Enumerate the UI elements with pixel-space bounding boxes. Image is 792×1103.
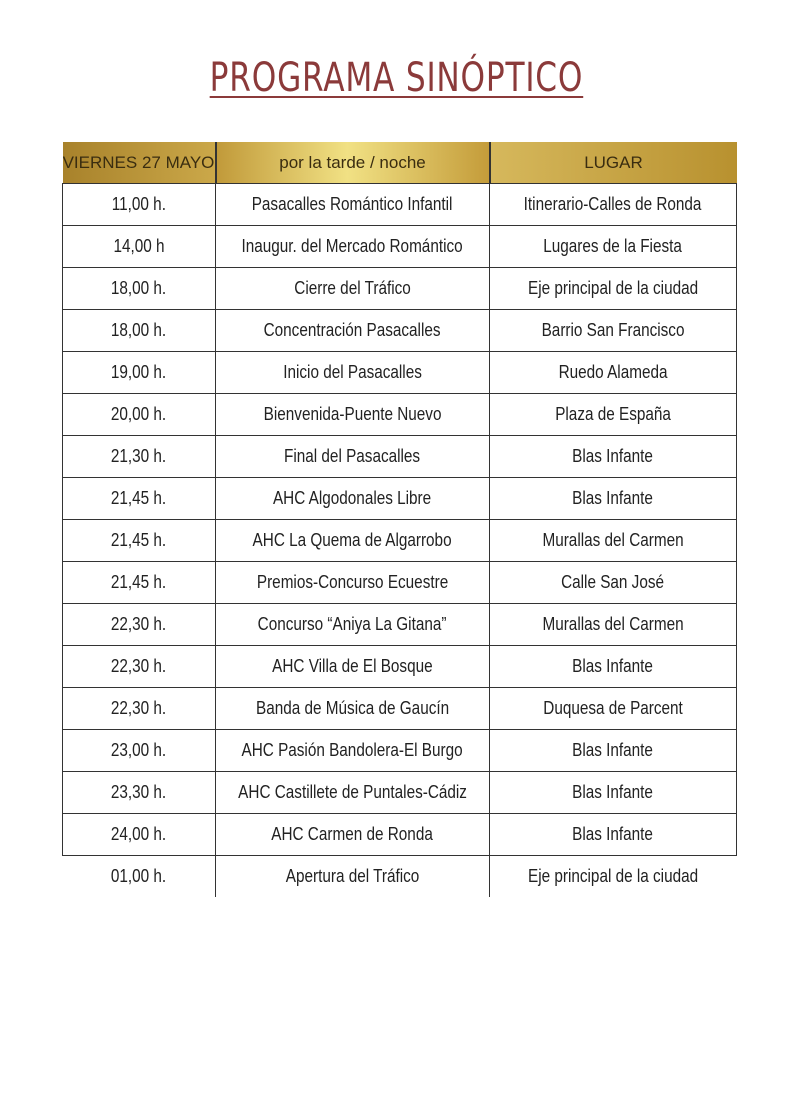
row-time xyxy=(63,394,216,436)
row-time xyxy=(63,184,216,226)
row-time xyxy=(63,856,216,898)
row-place-text: Plaza de España xyxy=(555,404,671,424)
row-event xyxy=(216,646,490,688)
row-place-text: Murallas del Carmen xyxy=(542,530,684,550)
header-row xyxy=(63,142,737,184)
row-time-text: 22,30 h. xyxy=(111,698,167,718)
header-date xyxy=(63,142,216,184)
row-time-text: 18,00 h. xyxy=(111,278,167,298)
row-time xyxy=(63,226,216,268)
row-time xyxy=(63,730,216,772)
row-time xyxy=(63,562,216,604)
row-time-text: 22,30 h. xyxy=(111,614,167,634)
row-event xyxy=(216,310,490,352)
header-period-label: por la tarde / noche xyxy=(279,152,426,172)
row-place xyxy=(490,730,737,772)
row-time xyxy=(63,604,216,646)
row-place-text: Ruedo Alameda xyxy=(558,362,668,382)
row-event xyxy=(216,394,490,436)
row-place xyxy=(490,352,737,394)
row-event-text: AHC Pasión Bandolera-El Burgo xyxy=(241,740,464,760)
schedule-table xyxy=(62,142,737,897)
table-row xyxy=(63,814,737,856)
header-place-label: LUGAR xyxy=(584,152,643,172)
row-time-text: 24,00 h. xyxy=(111,824,167,844)
row-time xyxy=(63,478,216,520)
row-time xyxy=(63,352,216,394)
row-place xyxy=(490,226,737,268)
row-event xyxy=(216,184,490,226)
row-place-text: Blas Infante xyxy=(572,488,654,508)
row-time xyxy=(63,520,216,562)
row-event-text: Premios-Concurso Ecuestre xyxy=(256,572,449,592)
row-event xyxy=(216,478,490,520)
row-event xyxy=(216,352,490,394)
row-event xyxy=(216,856,490,898)
row-time-text: 18,00 h. xyxy=(111,320,167,340)
row-event xyxy=(216,814,490,856)
row-place-text: Blas Infante xyxy=(572,656,654,676)
row-place xyxy=(490,562,737,604)
row-place xyxy=(490,268,737,310)
table-row xyxy=(63,604,737,646)
row-place-text: Blas Infante xyxy=(572,740,654,760)
page-title: PROGRAMA SINÓPTICO xyxy=(209,55,583,101)
row-event-text: Bienvenida-Puente Nuevo xyxy=(263,404,442,424)
row-place-text: Calle San José xyxy=(561,572,665,592)
row-event-text: Pasacalles Romántico Infantil xyxy=(252,194,453,214)
row-time xyxy=(63,310,216,352)
row-time-text: 11,00 h. xyxy=(111,194,167,214)
row-place-text: Blas Infante xyxy=(572,824,654,844)
row-place-text: Blas Infante xyxy=(572,782,654,802)
row-place-text: Murallas del Carmen xyxy=(542,614,684,634)
row-event xyxy=(216,226,490,268)
header-date-label: VIERNES 27 MAYO xyxy=(62,152,215,172)
row-time-text: 21,45 h. xyxy=(111,488,167,508)
row-event-text: Banda de Música de Gaucín xyxy=(255,698,450,718)
table-row xyxy=(63,520,737,562)
row-time xyxy=(63,688,216,730)
table-row xyxy=(63,646,737,688)
row-event-text: Inaugur. del Mercado Romántico xyxy=(241,236,464,256)
table-row xyxy=(63,268,737,310)
schedule-header xyxy=(63,142,737,184)
row-place xyxy=(490,856,737,898)
row-event-text: Final del Pasacalles xyxy=(284,446,421,466)
table-row xyxy=(63,352,737,394)
table-row xyxy=(63,772,737,814)
row-event xyxy=(216,562,490,604)
row-place-text: Duquesa de Parcent xyxy=(543,698,683,718)
row-event-text: Cierre del Tráfico xyxy=(294,278,411,298)
row-event xyxy=(216,604,490,646)
table-row xyxy=(63,562,737,604)
table-row xyxy=(63,226,737,268)
row-place xyxy=(490,646,737,688)
row-place xyxy=(490,436,737,478)
page-title-wrap xyxy=(0,55,792,101)
row-time-text: 21,30 h. xyxy=(111,446,167,466)
row-place xyxy=(490,604,737,646)
row-time xyxy=(63,772,216,814)
row-place xyxy=(490,478,737,520)
row-event xyxy=(216,772,490,814)
row-place xyxy=(490,772,737,814)
row-time-text: 23,30 h. xyxy=(111,782,167,802)
table-row xyxy=(63,436,737,478)
row-time-text: 21,45 h. xyxy=(111,530,167,550)
row-event xyxy=(216,730,490,772)
table-row xyxy=(63,478,737,520)
row-place xyxy=(490,520,737,562)
row-event-text: Inicio del Pasacalles xyxy=(283,362,422,382)
row-place xyxy=(490,394,737,436)
row-place xyxy=(490,814,737,856)
row-event xyxy=(216,688,490,730)
row-event-text: Concurso “Aniya La Gitana” xyxy=(258,614,447,634)
row-event-text: AHC Carmen de Ronda xyxy=(271,824,434,844)
header-period xyxy=(216,142,490,184)
row-event xyxy=(216,436,490,478)
row-place xyxy=(490,688,737,730)
row-place xyxy=(490,184,737,226)
row-event-text: AHC La Quema de Algarrobo xyxy=(252,530,453,550)
row-place-text: Eje principal de la ciudad xyxy=(527,278,699,298)
row-time xyxy=(63,814,216,856)
row-event-text: AHC Algodonales Libre xyxy=(273,488,432,508)
schedule-body xyxy=(63,184,737,898)
row-place-text: Lugares de la Fiesta xyxy=(543,236,683,256)
row-event-text: AHC Villa de El Bosque xyxy=(272,656,433,676)
row-time-text: 21,45 h. xyxy=(111,572,167,592)
header-place xyxy=(490,142,737,184)
row-place-text: Itinerario-Calles de Ronda xyxy=(524,194,702,214)
row-event-text: Apertura del Tráfico xyxy=(285,866,420,886)
row-event xyxy=(216,268,490,310)
row-time-text: 20,00 h. xyxy=(111,404,167,424)
table-row xyxy=(63,394,737,436)
row-event-text: Concentración Pasacalles xyxy=(264,320,441,340)
row-place-text: Barrio San Francisco xyxy=(541,320,685,340)
table-row xyxy=(63,730,737,772)
row-time-text: 23,00 h. xyxy=(111,740,167,760)
row-time-text: 14,00 h xyxy=(113,236,165,256)
row-time xyxy=(63,646,216,688)
table-row xyxy=(63,310,737,352)
row-time-text: 22,30 h. xyxy=(111,656,167,676)
row-time-text: 19,00 h. xyxy=(111,362,167,382)
row-event xyxy=(216,520,490,562)
row-place-text: Eje principal de la ciudad xyxy=(528,866,699,886)
table-row xyxy=(63,184,737,226)
table-row xyxy=(63,688,737,730)
table-row xyxy=(63,856,737,898)
row-place xyxy=(490,310,737,352)
row-event-text: AHC Castillete de Puntales-Cádiz xyxy=(238,782,467,802)
row-place-text: Blas Infante xyxy=(572,446,654,466)
row-time-text: 01,00 h. xyxy=(111,866,167,886)
row-time xyxy=(63,268,216,310)
row-time xyxy=(63,436,216,478)
